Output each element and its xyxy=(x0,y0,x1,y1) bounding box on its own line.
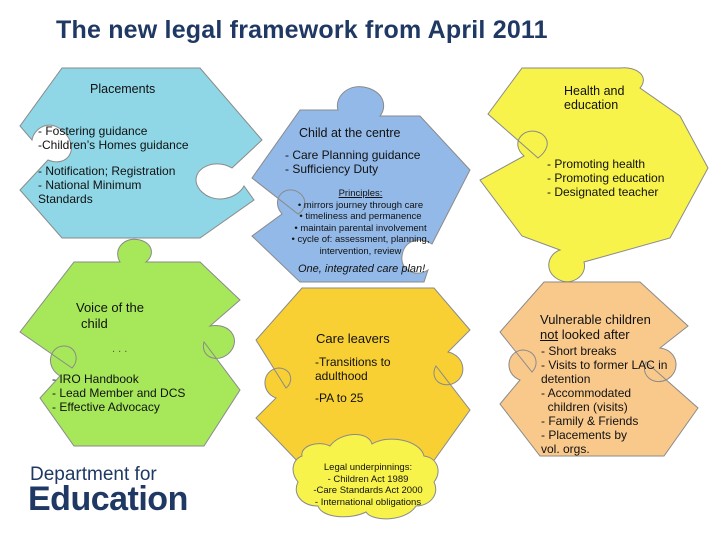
voice-heading-line: Voice of the xyxy=(76,300,144,315)
voice-line: - IRO Handbook xyxy=(52,372,139,386)
health-line: - Promoting education xyxy=(547,171,665,185)
principle-item: • timeliness and permanence xyxy=(299,211,422,222)
health-line: - Designated teacher xyxy=(547,185,659,199)
placements-line: - Fostering guidance xyxy=(38,124,148,138)
health-heading-line: education xyxy=(564,98,619,112)
placements-line: - Notification; Registration xyxy=(38,164,176,178)
vulnerable-line: - Short breaks xyxy=(541,344,617,358)
logo-education-text: Education xyxy=(28,480,188,518)
logo-department-text: Department for xyxy=(30,464,157,485)
centre-heading: Child at the centre xyxy=(299,126,401,140)
care-leavers-list xyxy=(315,355,391,383)
health-list xyxy=(547,157,664,199)
principle-item: • mirrors journey through care xyxy=(297,199,424,211)
centre-line: - Sufficiency Duty xyxy=(285,162,379,176)
centre-list xyxy=(285,148,420,176)
care-leavers-heading: Care leavers xyxy=(316,331,390,346)
voice-line: - Lead Member and DCS xyxy=(52,386,186,400)
placements-line: - National Minimum xyxy=(38,178,142,192)
health-heading-line: Health and xyxy=(564,84,625,98)
care-leavers-pa: -PA to 25 xyxy=(315,391,364,405)
health-heading xyxy=(564,84,624,112)
care-plan-note: One, integrated care plan! xyxy=(298,263,426,275)
centre-line: - Care Planning guidance xyxy=(285,148,421,162)
legal-line: Legal underpinnings: xyxy=(323,462,413,473)
vulnerable-list xyxy=(541,344,667,456)
vulnerable-heading-line: Vulnerable children xyxy=(540,312,651,327)
vulnerable-line: vol. orgs. xyxy=(541,442,590,456)
principles-block xyxy=(283,188,438,257)
principle-item: intervention, review xyxy=(319,245,402,257)
voice-heading xyxy=(76,300,144,332)
voice-piece xyxy=(20,239,240,446)
vulnerable-line: - Accommodated xyxy=(541,386,632,400)
care-leavers-line: adulthood xyxy=(315,369,368,383)
vulnerable-line: - Family & Friends xyxy=(541,414,639,428)
vulnerable-line: - Placements by xyxy=(541,428,628,442)
principle-item: • cycle of: assessment, planning, xyxy=(291,234,430,245)
placements-heading: Placements xyxy=(90,82,156,96)
legal-block xyxy=(302,462,434,508)
principle-item: • maintain parental involvement xyxy=(294,222,427,234)
voice-line: - Effective Advocacy xyxy=(52,400,160,414)
legal-line: -Care Standards Act 2000 xyxy=(313,485,423,496)
vulnerable-heading xyxy=(540,312,651,342)
voice-dots: . . . xyxy=(112,343,128,355)
legal-line: - International obligations xyxy=(314,496,422,508)
vulnerable-heading-not: not xyxy=(540,327,559,342)
vulnerable-heading-rest: looked after xyxy=(558,327,630,342)
care-leavers-line: -Transitions to xyxy=(315,355,391,369)
voice-heading-line: child xyxy=(81,316,108,331)
voice-list xyxy=(52,372,185,414)
legal-line: - Children Act 1989 xyxy=(327,473,409,485)
vulnerable-line: - Visits to former LAC in xyxy=(541,358,668,372)
placements-line: -Children’s Homes guidance xyxy=(38,138,189,152)
principles-heading: Principles: xyxy=(338,188,383,199)
placements-list-2 xyxy=(38,164,175,206)
vulnerable-line: detention xyxy=(541,372,591,386)
placements-line: Standards xyxy=(38,192,93,206)
health-line: - Promoting health xyxy=(547,157,646,171)
page-title: The new legal framework from April 2011 xyxy=(56,16,548,44)
placements-list-1 xyxy=(38,124,189,152)
vulnerable-line: children (visits) xyxy=(541,400,628,414)
